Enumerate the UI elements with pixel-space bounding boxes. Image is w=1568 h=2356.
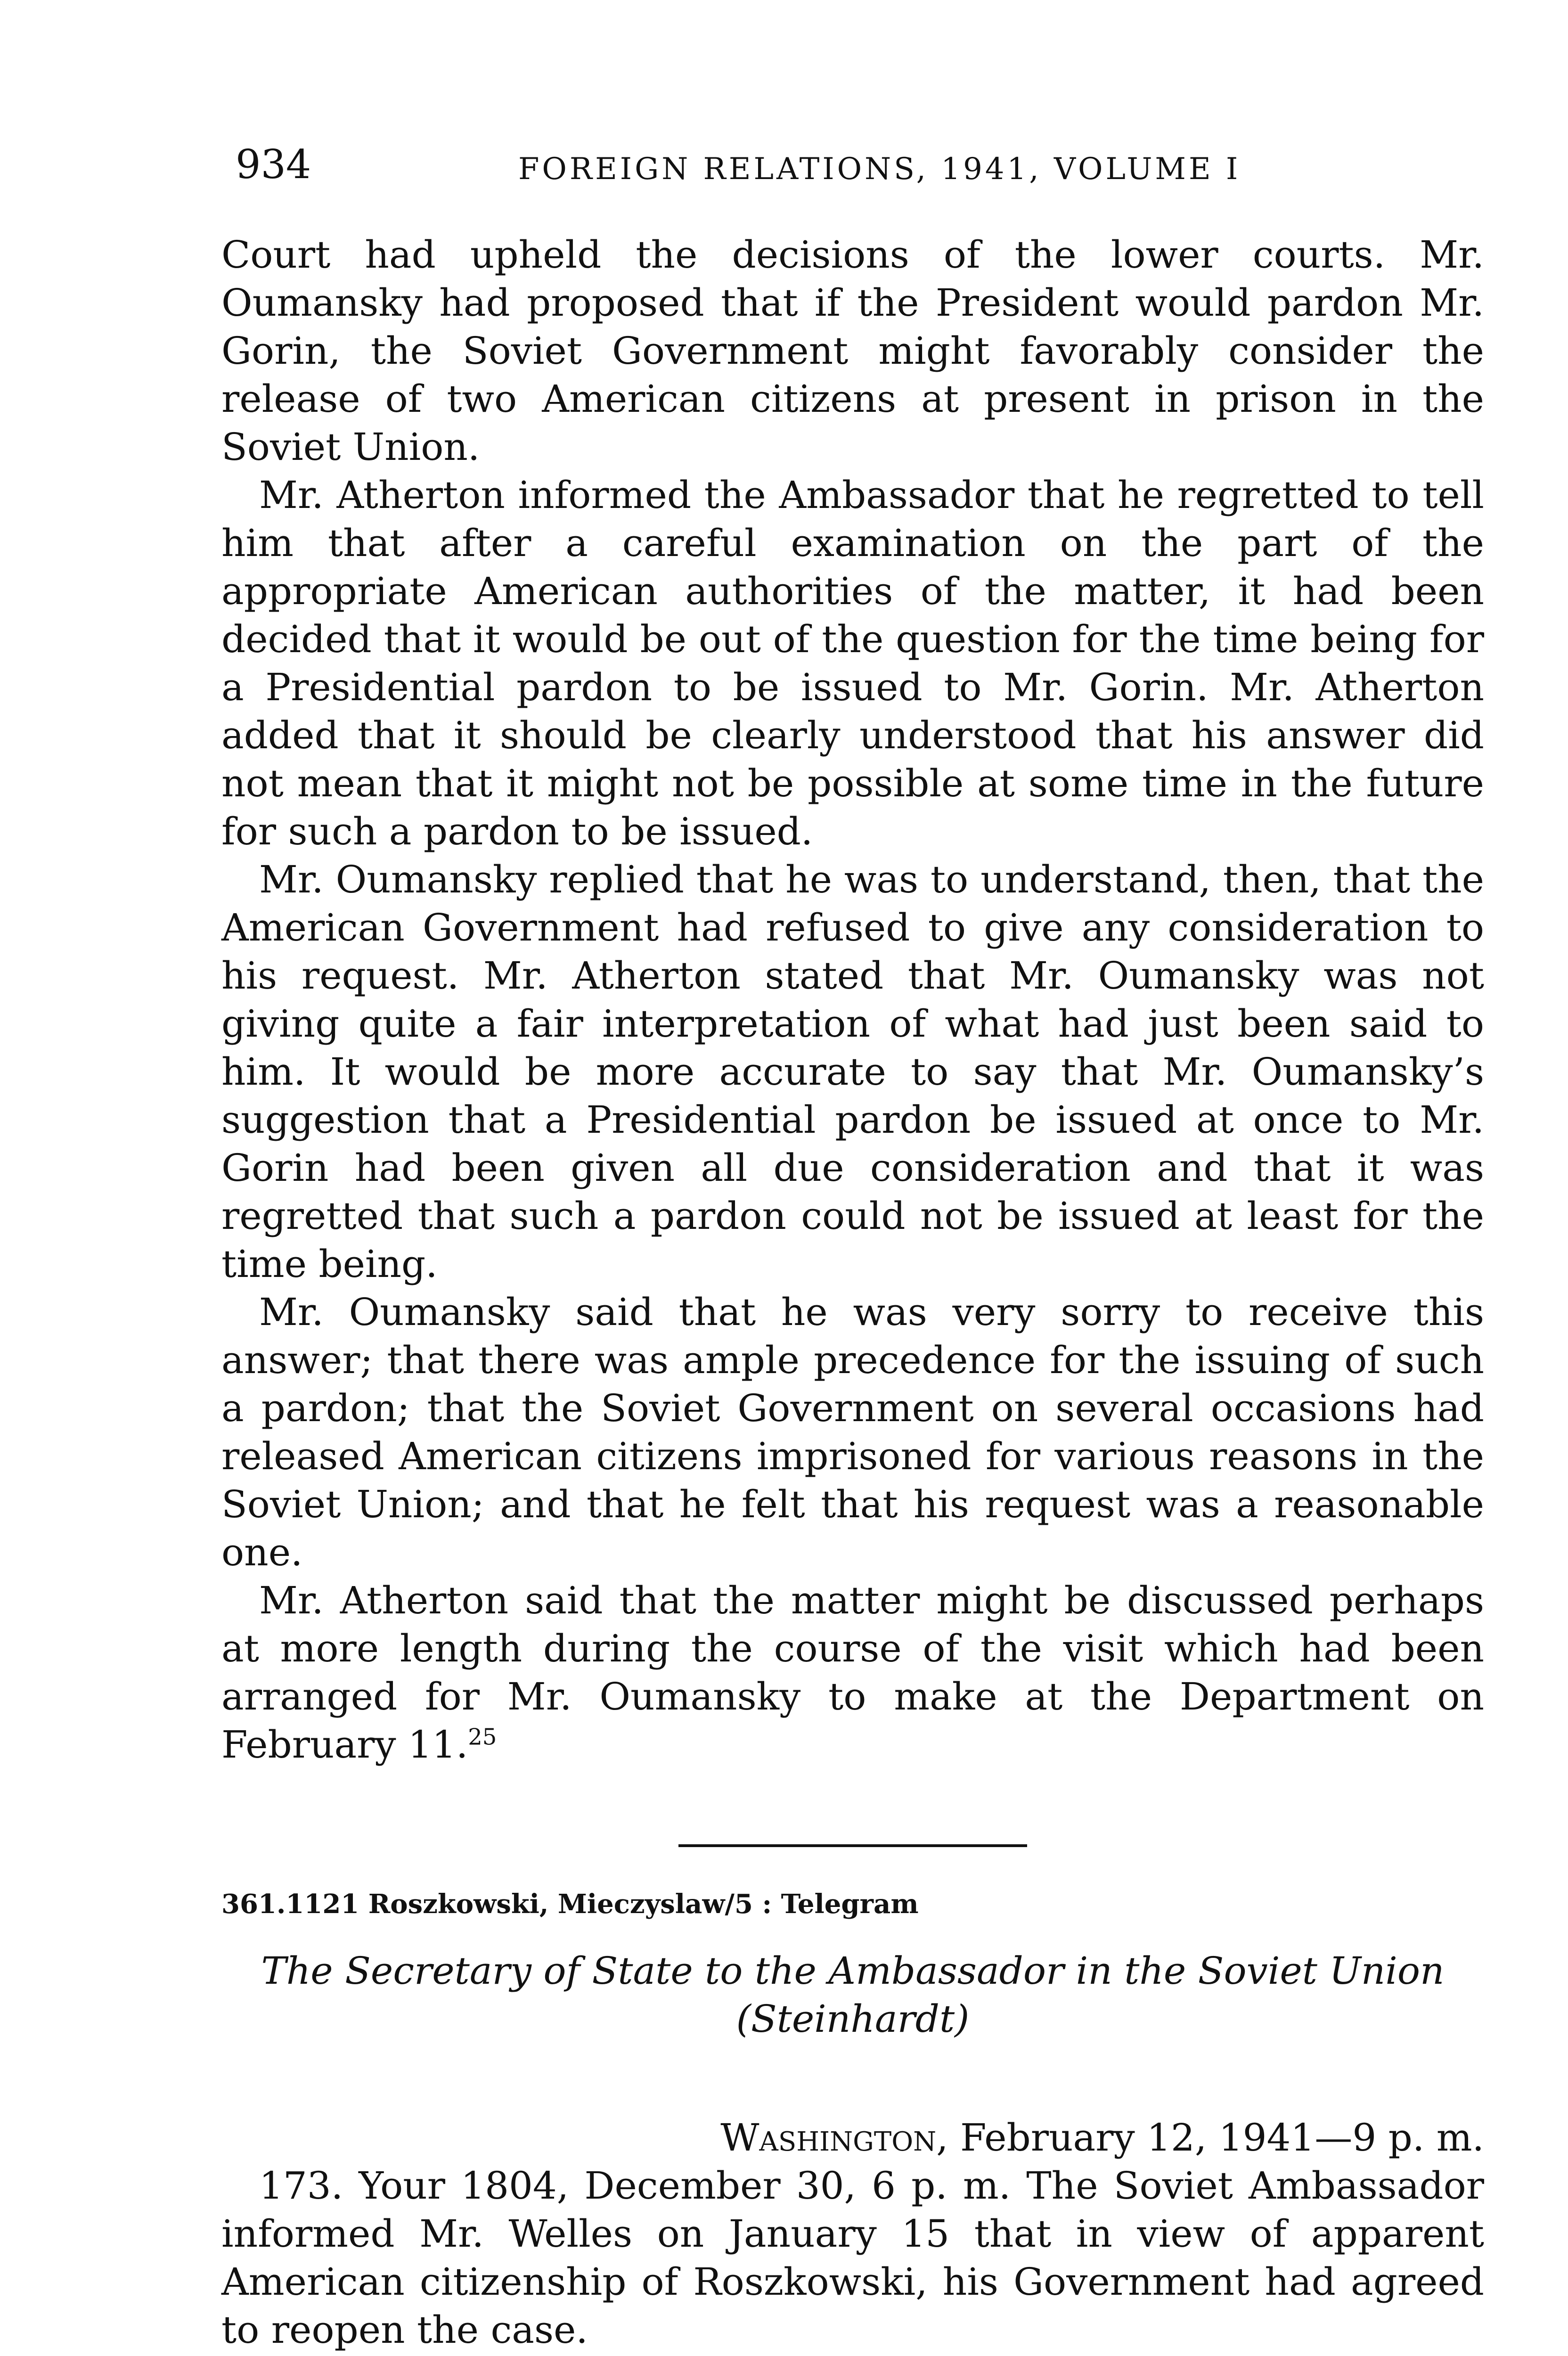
page-number: 934 [236, 141, 311, 188]
memo-paragraph-4: Mr. Oumansky said that he was very sorry to receive this answer; that there was ample precedence for the issuing of such a pardon; that the Soviet Government on several occasions had released American citizens imprisoned for various reasons in the Soviet Union; and that he felt that his request was a reasonable one. [221, 1290, 1484, 1574]
memo-paragraph-3: Mr. Oumansky replied that he was to understand, then, that the American Government had refused to give any consideration to his request. Mr. Atherton stated that Mr. Oumansky was not giving quite a fair interpretation of what had just been said to him. It would be more accurate to say that Mr. Oumansky’s suggestion that a Presidential pardon be issued at once to Mr. Gorin had been given all due consideration and that it was regretted that such a pardon could not be issued at least for the time being. [221, 858, 1484, 1286]
document-title-line-1: The Secretary of State to the Ambassador in the Soviet Union [261, 1949, 1445, 1993]
dateline-place: Washington, [720, 2116, 948, 2160]
file-reference: 361.1121 Roszkowski, Mieczyslaw/5 : Telegram [221, 1889, 919, 1920]
telegram-paragraph-1: 173. Your 1804, December 30, 6 p. m. The Soviet Ambassador informed Mr. Welles on January 15 that in view of apparent American citizenship of Roszkowski, his Government had agreed to reopen the case. [221, 2164, 1484, 2352]
memo-paragraph-1: Court had upheld the decisions of the lower courts. Mr. Oumansky had proposed that if the President would pardon Mr. Gorin, the Soviet Government might favorably consider the release of two American citizens at present in prison in the Soviet Union. [221, 233, 1484, 469]
body-text [221, 231, 1484, 2356]
page-header [236, 141, 1484, 198]
memo-paragraph-5-text: Mr. Atherton said that the matter might be discussed perhaps at more length during the course of the visit which had been arranged for Mr. Oumansky to make at the Department on February 11. [221, 1579, 1484, 1767]
document-title [221, 1947, 1484, 2043]
dateline-date: February 12, 1941—9 p. m. [960, 2116, 1484, 2160]
section-divider [678, 1844, 1027, 1847]
telegram-paragraph-2 [221, 2354, 1484, 2356]
dateline [221, 2114, 1484, 2162]
footnote-reference: 25 [468, 1724, 497, 1751]
memo-paragraph-5 [221, 1577, 1484, 1769]
running-head: FOREIGN RELATIONS, 1941, VOLUME I [518, 152, 1241, 187]
document-title-line-2: (Steinhardt) [736, 1997, 970, 2041]
memo-paragraph-2: Mr. Atherton informed the Ambassador that he regretted to tell him that after a careful examination on the part of the appropriate American authorities of the matter, it had been decided that it would be out of the question for the time being for a Presidential pardon to be issued to Mr. Gorin. Mr. Atherton added that it should be clearly understood that his answer did not mean that it might not be possible at some time in the future for such a pardon to be issued. [221, 473, 1484, 853]
